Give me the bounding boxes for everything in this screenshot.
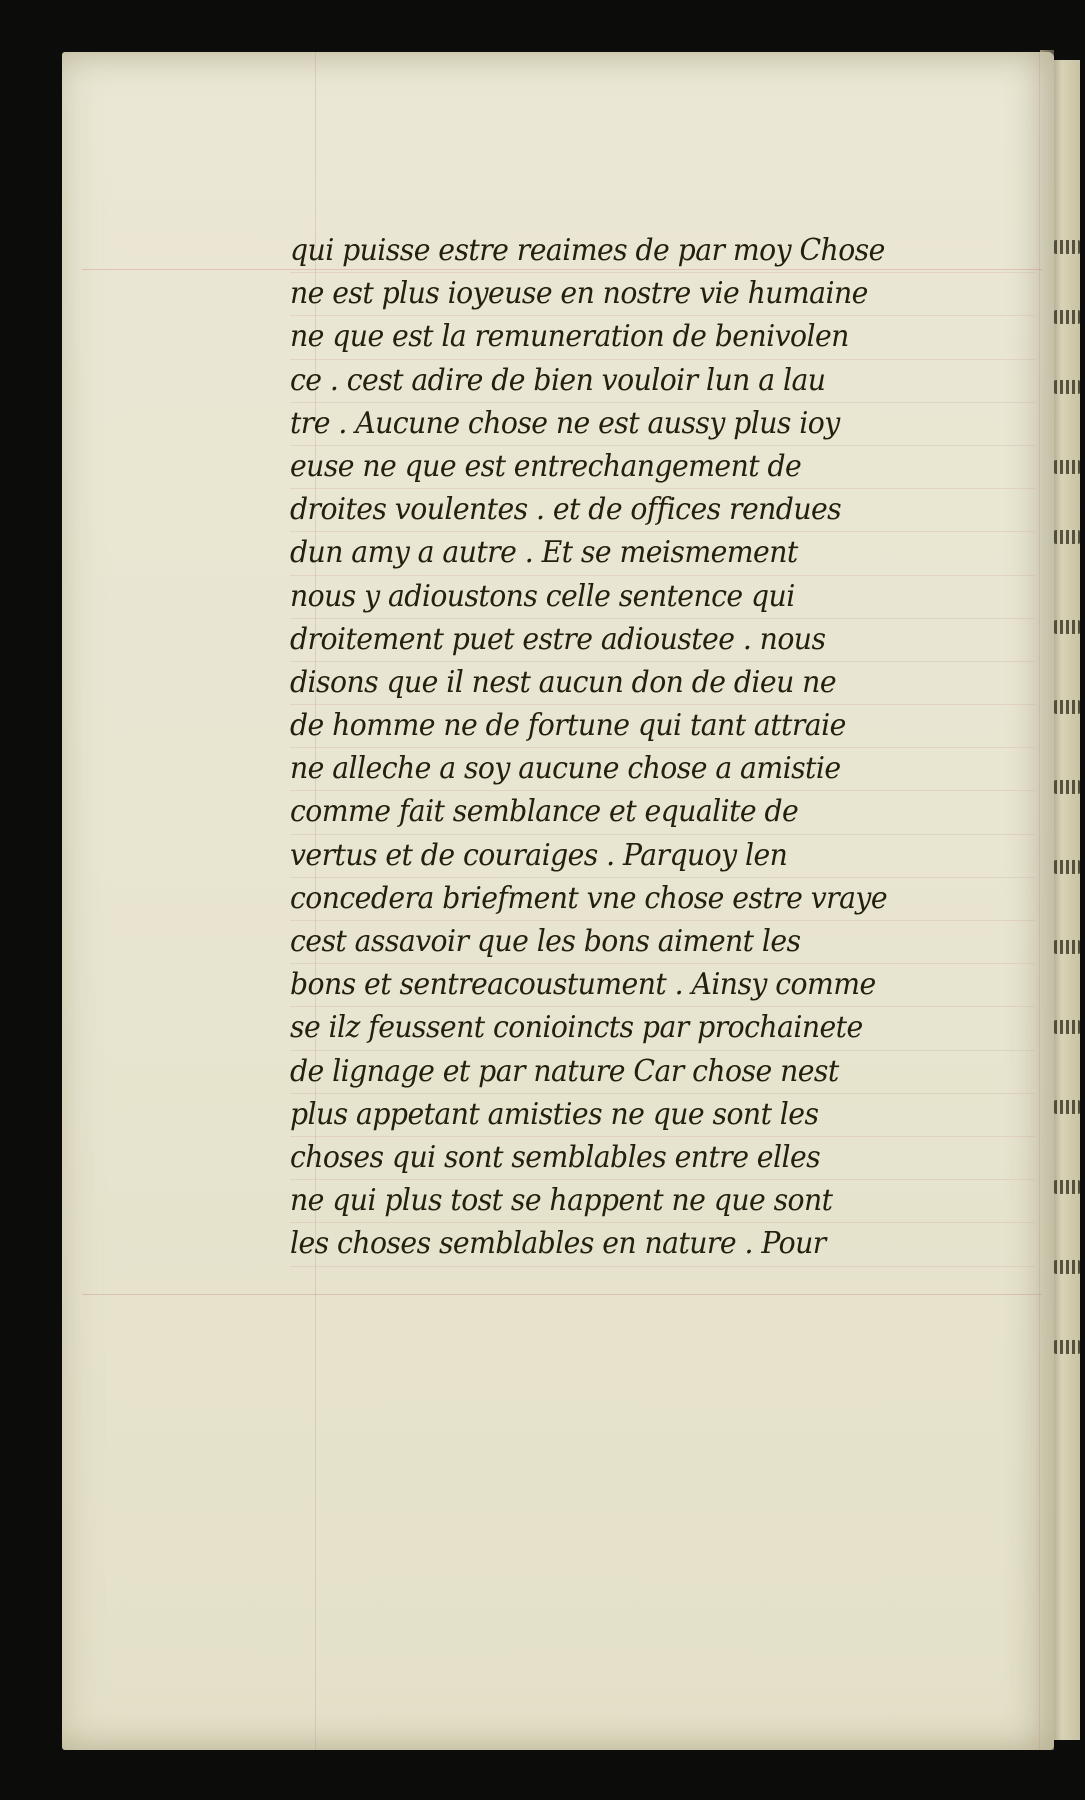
text-line: de homme ne de fortune qui tant attraie xyxy=(290,705,1035,748)
text-line: ne qui plus tost se happent ne que sont xyxy=(290,1180,1035,1223)
text-line: tre . Aucune chose ne est aussy plus ioy xyxy=(290,403,1035,446)
ruling-line-bottom xyxy=(82,1294,1042,1295)
text-line: ce . cest adire de bien vouloir lun a lau xyxy=(290,360,1035,403)
text-line: dun amy a autre . Et se meismement xyxy=(290,532,1035,575)
text-line: choses qui sont semblables entre elles xyxy=(290,1137,1035,1180)
text-line: qui puisse estre reaimes de par moy Chose xyxy=(290,230,1035,273)
text-line: disons que il nest aucun don de dieu ne xyxy=(290,662,1035,705)
text-line: bons et sentreacoustument . Ainsy comme xyxy=(290,964,1035,1007)
text-line: nous y adioustons celle sentence qui xyxy=(290,576,1035,619)
text-line: plus appetant amisties ne que sont les xyxy=(290,1094,1035,1137)
text-line: concedera briefment vne chose estre vraye xyxy=(290,878,1035,921)
text-line: vertus et de couraiges . Parquoy len xyxy=(290,835,1035,878)
facing-text-fragment xyxy=(1054,1340,1080,1354)
text-line: ne est plus ioyeuse en nostre vie humaine xyxy=(290,273,1035,316)
text-line: droitement puet estre adioustee . nous xyxy=(290,619,1035,662)
text-line: droites voulentes . et de offices rendues xyxy=(290,489,1035,532)
text-line: ne alleche a soy aucune chose a amistie xyxy=(290,748,1035,791)
text-line: ne que est la remuneration de benivolen xyxy=(290,316,1035,359)
manuscript-text-block xyxy=(290,230,1080,1267)
text-line: euse ne que est entrechangement de xyxy=(290,446,1035,489)
text-line: les choses semblables en nature . Pour xyxy=(290,1223,1035,1266)
text-line: comme fait semblance et equalite de xyxy=(290,791,1035,834)
text-line: de lignage et par nature Car chose nest xyxy=(290,1051,1035,1094)
text-line: se ilz feussent conioincts par prochainete xyxy=(290,1007,1035,1050)
text-line: cest assavoir que les bons aiment les xyxy=(290,921,1035,964)
